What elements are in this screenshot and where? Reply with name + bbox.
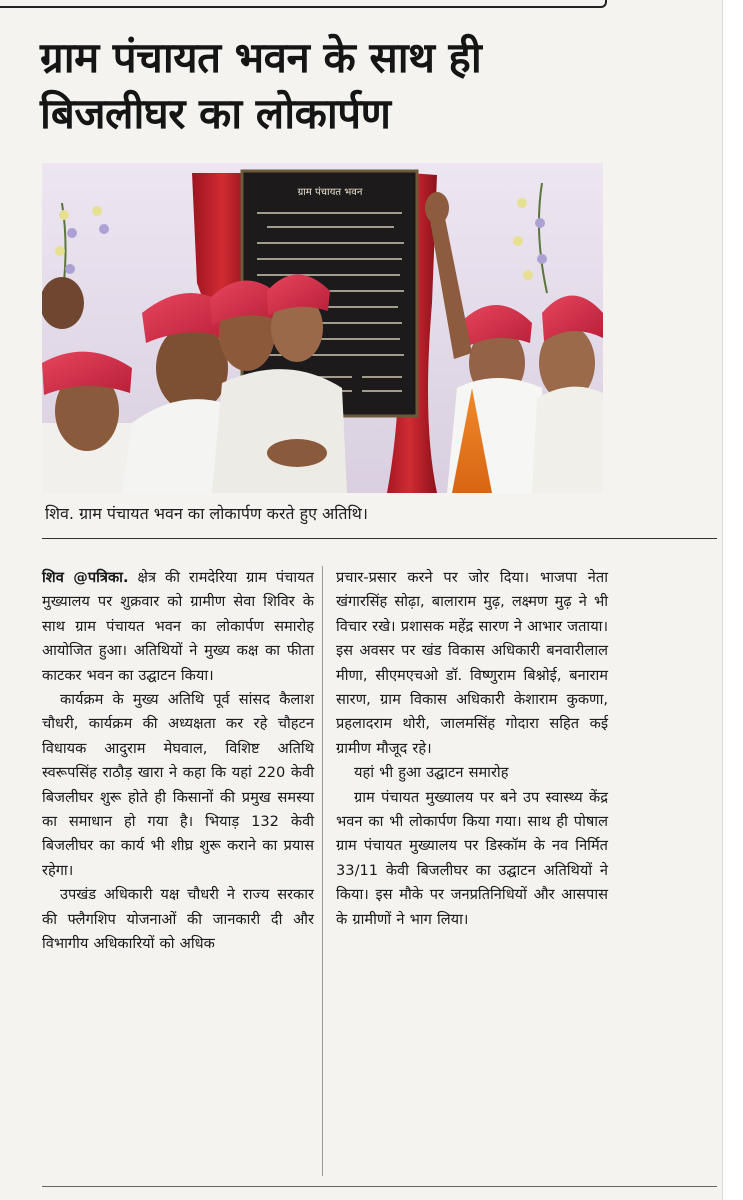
top-border-rule [0, 0, 607, 8]
headline-line-1: ग्राम पंचायत भवन के साथ ही [40, 33, 482, 82]
article-paragraph-5: ग्राम पंचायत मुख्यालय पर बने उप स्वास्थ्य केंद्र भवन का भी लोकार्पण किया गया। साथ ही पोषाल ग्राम पंचायत मुख्यालय पर डिस्कॉम के नव निर्मित 33/11 केवी बिजलीघर का उद्घाटन अतिथियों ने किया। इस मौके पर जनप्रतिनिधियों और आसपास के ग्रामीणों ने भाग लिया। [336, 788, 608, 928]
dateline: शिव @पत्रिका. [42, 569, 129, 586]
event-photo [42, 163, 603, 493]
caption-divider [42, 538, 717, 539]
paragraph-1-text: क्षेत्र की रामदेरिया ग्राम पंचायत मुख्यालय पर शुक्रवार को ग्रामीण सेवा शिविर के साथ ग्राम पंचायत भवन का लोकार्पण समारोह आयोजित हुआ। अतिथियों ने मुख्य कक्ष का फीता काटकर भवन का उद्घाटन किया। [42, 569, 314, 684]
article-column-left [42, 566, 314, 957]
article-paragraph-3: उपखंड अधिकारी यक्ष चौधरी ने राज्य सरकार की फ्लैगशिप योजनाओं की जानकारी दी और विभागीय अधिकारियों को अधिक [42, 886, 314, 953]
headline [40, 30, 640, 142]
headline-line-2: बिजलीघर का लोकार्पण [40, 89, 391, 138]
column-divider [322, 566, 323, 1176]
page-right-margin [722, 0, 743, 1200]
article-column-right [336, 566, 608, 932]
bottom-border-rule [42, 1186, 717, 1187]
photo-plaque-title: ग्राम पंचायत भवन [297, 187, 363, 198]
article-paragraph-2: कार्यक्रम के मुख्य अतिथि पूर्व सांसद कैलाश चौधरी, कार्यक्रम की अध्यक्षता कर रहे चौहटन विधायक आदुराम मेघवाल, विशिष्ट अतिथि स्वरूपसिंह राठौड़ खारा ने कहा कि यहां 220 केवी बिजलीघर शुरू होते ही किसानों की प्रमुख समस्या का समाधान हो गया है। भियाड़ 132 केवी बिजलीघर का कार्य भी शीघ्र शुरू कराने का प्रयास रहेगा। [42, 691, 314, 879]
photo-caption: शिव. ग्राम पंचायत भवन का लोकार्पण करते हुए अतिथि। [45, 504, 368, 523]
article-subhead: यहां भी हुआ उद्घाटन समारोह [354, 764, 509, 782]
article-paragraph-4: प्रचार-प्रसार करने पर जोर दिया। भाजपा नेता खंगारसिंह सोढ़ा, बालाराम मुढ़, लक्ष्मण मुढ़ ने भी विचार रखे। प्रशासक महेंद्र सारण ने आभार जताया। इस अवसर पर खंड विकास अधिकारी बनवारीलाल मीणा, सीएमएचओ डॉ. विष्णुराम बिश्नोई, बनाराम सारण, ग्राम विकास अधिकारी केशाराम कुकणा, प्रहलादराम थोरी, जालमसिंह गोदारा सहित कई ग्रामीण मौजूद रहे। [336, 569, 608, 757]
article-paragraph-1 [42, 566, 314, 688]
